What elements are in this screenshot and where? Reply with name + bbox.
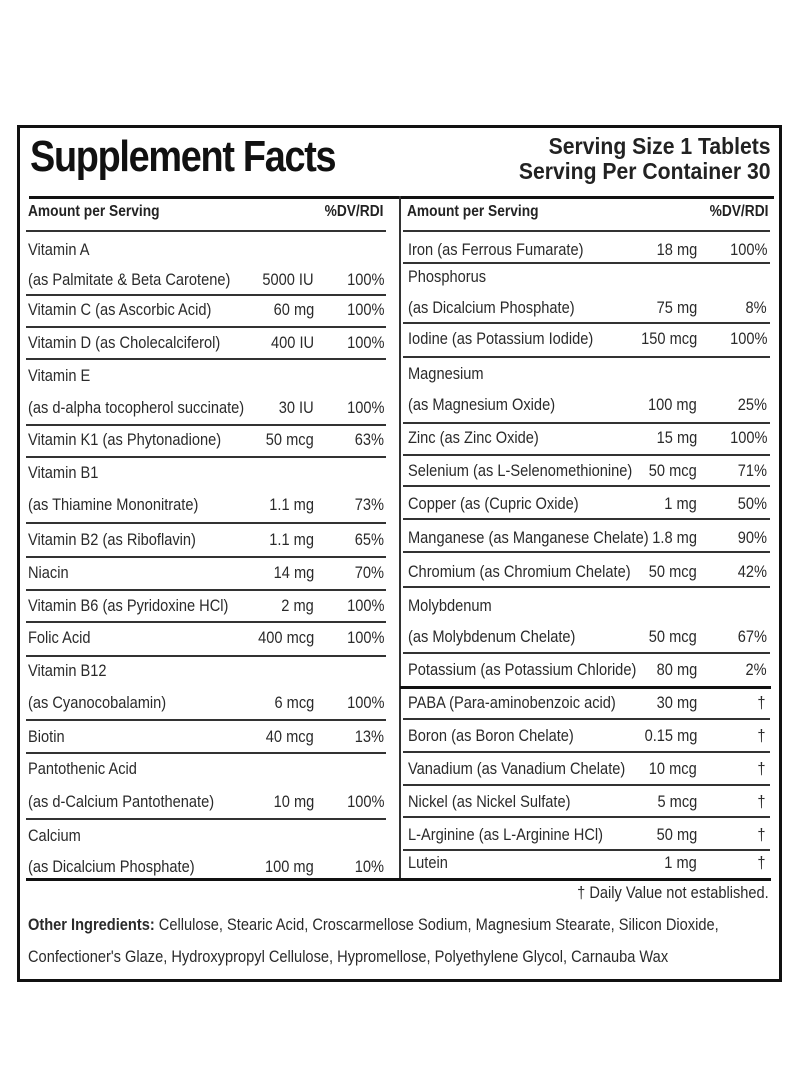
nutrient-name: Iron (as Ferrous Fumarate)	[408, 240, 584, 259]
nutrient-name: Vanadium (as Vanadium Chelate)	[408, 759, 626, 778]
row-divider	[26, 818, 386, 820]
nutrient-name: Manganese (as Manganese Chelate)	[408, 528, 649, 547]
nutrient-name: Vitamin A	[28, 240, 90, 259]
dagger-mark: †	[756, 825, 765, 844]
nutrient-name: Folic Acid	[28, 628, 91, 647]
nutrient-amount: 1.1 mg	[269, 530, 314, 549]
nutrient-dv: 100%	[729, 329, 767, 348]
right-header-dv: %DV/RDI	[709, 203, 768, 220]
nutrient-dv: 100%	[346, 693, 384, 712]
nutrient-amount: 18 mg	[656, 240, 697, 259]
nutrient-dv: 100%	[729, 428, 767, 447]
nutrient-amount: 1.1 mg	[269, 495, 314, 514]
nutrient-amount: 100 mg	[648, 395, 697, 414]
left-header-dv: %DV/RDI	[324, 203, 383, 220]
nutrient-amount: 400 IU	[270, 333, 314, 352]
nutrient-name: Vitamin B12	[28, 661, 107, 680]
serving-info	[519, 134, 771, 184]
nutrient-amount: 5 mcg	[657, 792, 697, 811]
nutrient-name: Vitamin C (as Ascorbic Acid)	[28, 300, 212, 319]
nutrient-amount: 1 mg	[664, 853, 697, 872]
nutrient-name: Vitamin B6 (as Pyridoxine HCl)	[28, 596, 229, 615]
nutrient-amount: 6 mcg	[274, 693, 314, 712]
nutrient-source: (as Molybdenum Chelate)	[408, 627, 576, 646]
title-rule	[29, 196, 774, 199]
row-divider	[403, 454, 770, 456]
row-divider	[26, 556, 386, 558]
row-divider	[403, 751, 770, 753]
row-divider	[403, 422, 770, 424]
right-header-rule	[403, 230, 770, 232]
column-divider	[399, 196, 401, 879]
left-header-rule	[26, 230, 386, 232]
nutrient-amount: 400 mcg	[257, 628, 314, 647]
nutrient-source: (as Thiamine Mononitrate)	[28, 495, 199, 514]
row-divider	[403, 518, 770, 520]
nutrient-amount: 100 mg	[265, 857, 314, 876]
nutrient-dv: 8%	[745, 298, 767, 317]
nutrient-dv: 73%	[354, 495, 384, 514]
nutrient-name: Vitamin B1	[28, 463, 99, 482]
nutrient-source: (as Palmitate & Beta Carotene)	[28, 270, 231, 289]
nutrient-amount: 60 mg	[273, 300, 314, 319]
row-divider	[26, 522, 386, 524]
nutrient-name: PABA (Para-aminobenzoic acid)	[408, 693, 616, 712]
row-divider	[403, 322, 770, 324]
nutrient-name: Pantothenic Acid	[28, 759, 137, 778]
row-divider	[403, 652, 770, 654]
footnote: † Daily Value not established.	[577, 883, 769, 902]
row-divider	[26, 358, 386, 360]
nutrient-amount: 40 mcg	[266, 727, 314, 746]
nutrient-source: (as d-Calcium Pantothenate)	[28, 792, 215, 811]
row-divider	[26, 589, 386, 591]
row-divider	[403, 718, 770, 720]
nutrient-dv: 71%	[737, 461, 767, 480]
nutrient-dv: 10%	[354, 857, 384, 876]
dagger-mark: †	[756, 693, 765, 712]
nutrient-amount: 50 mg	[656, 825, 697, 844]
nutrient-name: L-Arginine (as L-Arginine HCl)	[408, 825, 604, 844]
row-divider	[403, 849, 770, 851]
row-divider	[26, 655, 386, 657]
nutrient-source: (as Dicalcium Phosphate)	[28, 857, 195, 876]
nutrient-dv: 100%	[346, 300, 384, 319]
row-divider	[26, 456, 386, 458]
nutrient-amount: 80 mg	[656, 660, 697, 679]
nutrient-dv: 90%	[737, 528, 767, 547]
nutrient-dv: 70%	[354, 563, 384, 582]
nutrient-dv: 50%	[737, 494, 767, 513]
nutrient-source: (as Cyanocobalamin)	[28, 693, 167, 712]
nutrient-name: Nickel (as Nickel Sulfate)	[408, 792, 571, 811]
nutrient-dv: 100%	[729, 240, 767, 259]
nutrient-name: Iodine (as Potassium Iodide)	[408, 329, 594, 348]
nutrient-amount: 50 mcg	[649, 627, 697, 646]
nutrient-dv: 100%	[346, 792, 384, 811]
nutrient-amount: 150 mcg	[640, 329, 697, 348]
nutrient-amount: 50 mcg	[649, 461, 697, 480]
nutrient-dv: 100%	[346, 398, 384, 417]
right-header-amount: Amount per Serving	[407, 203, 539, 220]
panel-title: Supplement Facts	[30, 132, 336, 181]
nutrient-amount: 14 mg	[273, 563, 314, 582]
row-divider	[26, 621, 386, 623]
servings-per-container: Serving Per Container 30	[519, 158, 771, 184]
nutrient-dv: 100%	[346, 596, 384, 615]
nutrient-amount: 5000 IU	[262, 270, 314, 289]
row-divider	[26, 752, 386, 754]
dagger-mark: †	[756, 726, 765, 745]
dagger-mark: †	[756, 792, 765, 811]
nutrient-dv: 63%	[354, 430, 384, 449]
nutrient-name: Biotin	[28, 727, 65, 746]
nutrient-name: Calcium	[28, 826, 81, 845]
nutrient-dv: 67%	[737, 627, 767, 646]
nutrient-amount: 30 IU	[279, 398, 314, 417]
nutrient-amount: 50 mcg	[266, 430, 314, 449]
dagger-mark: †	[756, 759, 765, 778]
nutrient-name: Potassium (as Potassium Chloride)	[408, 660, 637, 679]
nutrient-dv: 100%	[346, 628, 384, 647]
left-header-amount: Amount per Serving	[28, 203, 160, 220]
row-divider	[403, 262, 770, 264]
nutrient-source: (as Dicalcium Phosphate)	[408, 298, 575, 317]
nutrient-amount: 50 mcg	[649, 562, 697, 581]
nutrient-dv: 13%	[354, 727, 384, 746]
other-ingredients-line-1	[28, 915, 719, 935]
nutrient-dv: 2%	[745, 660, 767, 679]
nutrient-amount: 10 mg	[273, 792, 314, 811]
row-divider	[26, 424, 386, 426]
row-divider	[403, 816, 770, 818]
nutrient-name: Vitamin E	[28, 366, 91, 385]
nutrient-name: Phosphorus	[408, 267, 487, 286]
other-ingredients-line-2: Confectioner's Glaze, Hydroxypropyl Cellulose, Hypromellose, Polyethylene Glycol, Carnauba Wax	[28, 947, 669, 966]
nutrient-amount: 30 mg	[656, 693, 697, 712]
row-divider	[403, 356, 770, 358]
row-divider	[26, 326, 386, 328]
nutrient-dv: 42%	[737, 562, 767, 581]
row-divider	[403, 586, 770, 588]
nutrient-dv: 25%	[737, 395, 767, 414]
nutrient-amount: 10 mcg	[649, 759, 697, 778]
nutrient-dv: 100%	[346, 333, 384, 352]
nutrient-source: (as d-alpha tocopherol succinate)	[28, 398, 245, 417]
nutrient-name: Boron (as Boron Chelate)	[408, 726, 574, 745]
bottom-rule	[26, 878, 771, 881]
nutrient-dv: 65%	[354, 530, 384, 549]
nutrient-name: Vitamin B2 (as Riboflavin)	[28, 530, 196, 549]
nutrient-name: Copper (as (Cupric Oxide)	[408, 494, 579, 513]
nutrient-dv: 100%	[346, 270, 384, 289]
nutrient-amount: 2 mg	[281, 596, 314, 615]
row-divider	[26, 294, 386, 296]
nutrient-source: (as Magnesium Oxide)	[408, 395, 556, 414]
nutrient-name: Magnesium	[408, 364, 484, 383]
nutrient-amount: 0.15 mg	[644, 726, 697, 745]
nutrient-amount: 15 mg	[656, 428, 697, 447]
nutrient-name: Selenium (as L-Selenomethionine)	[408, 461, 633, 480]
nutrient-name: Molybdenum	[408, 596, 492, 615]
nutrient-name: Vitamin K1 (as Phytonadione)	[28, 430, 222, 449]
row-divider	[403, 485, 770, 487]
nutrient-amount: 1.8 mg	[652, 528, 697, 547]
nutrient-name: Niacin	[28, 563, 69, 582]
nutrient-name: Lutein	[408, 853, 448, 872]
dagger-mark: †	[756, 853, 765, 872]
row-divider	[403, 551, 770, 553]
other-ingredients-text-1: Cellulose, Stearic Acid, Croscarmellose Sodium, Magnesium Stearate, Silicon Dioxide,	[154, 915, 719, 934]
other-ingredients-label: Other Ingredients:	[28, 915, 155, 934]
nutrient-name: Zinc (as Zinc Oxide)	[408, 428, 539, 447]
nutrient-amount: 1 mg	[664, 494, 697, 513]
nutrient-name: Vitamin D (as Cholecalciferol)	[28, 333, 221, 352]
row-divider	[403, 784, 770, 786]
serving-size: Serving Size 1 Tablets	[549, 133, 771, 159]
row-divider	[26, 719, 386, 721]
no-dv-section-rule	[400, 686, 771, 689]
nutrient-name: Chromium (as Chromium Chelate)	[408, 562, 631, 581]
nutrient-amount: 75 mg	[656, 298, 697, 317]
